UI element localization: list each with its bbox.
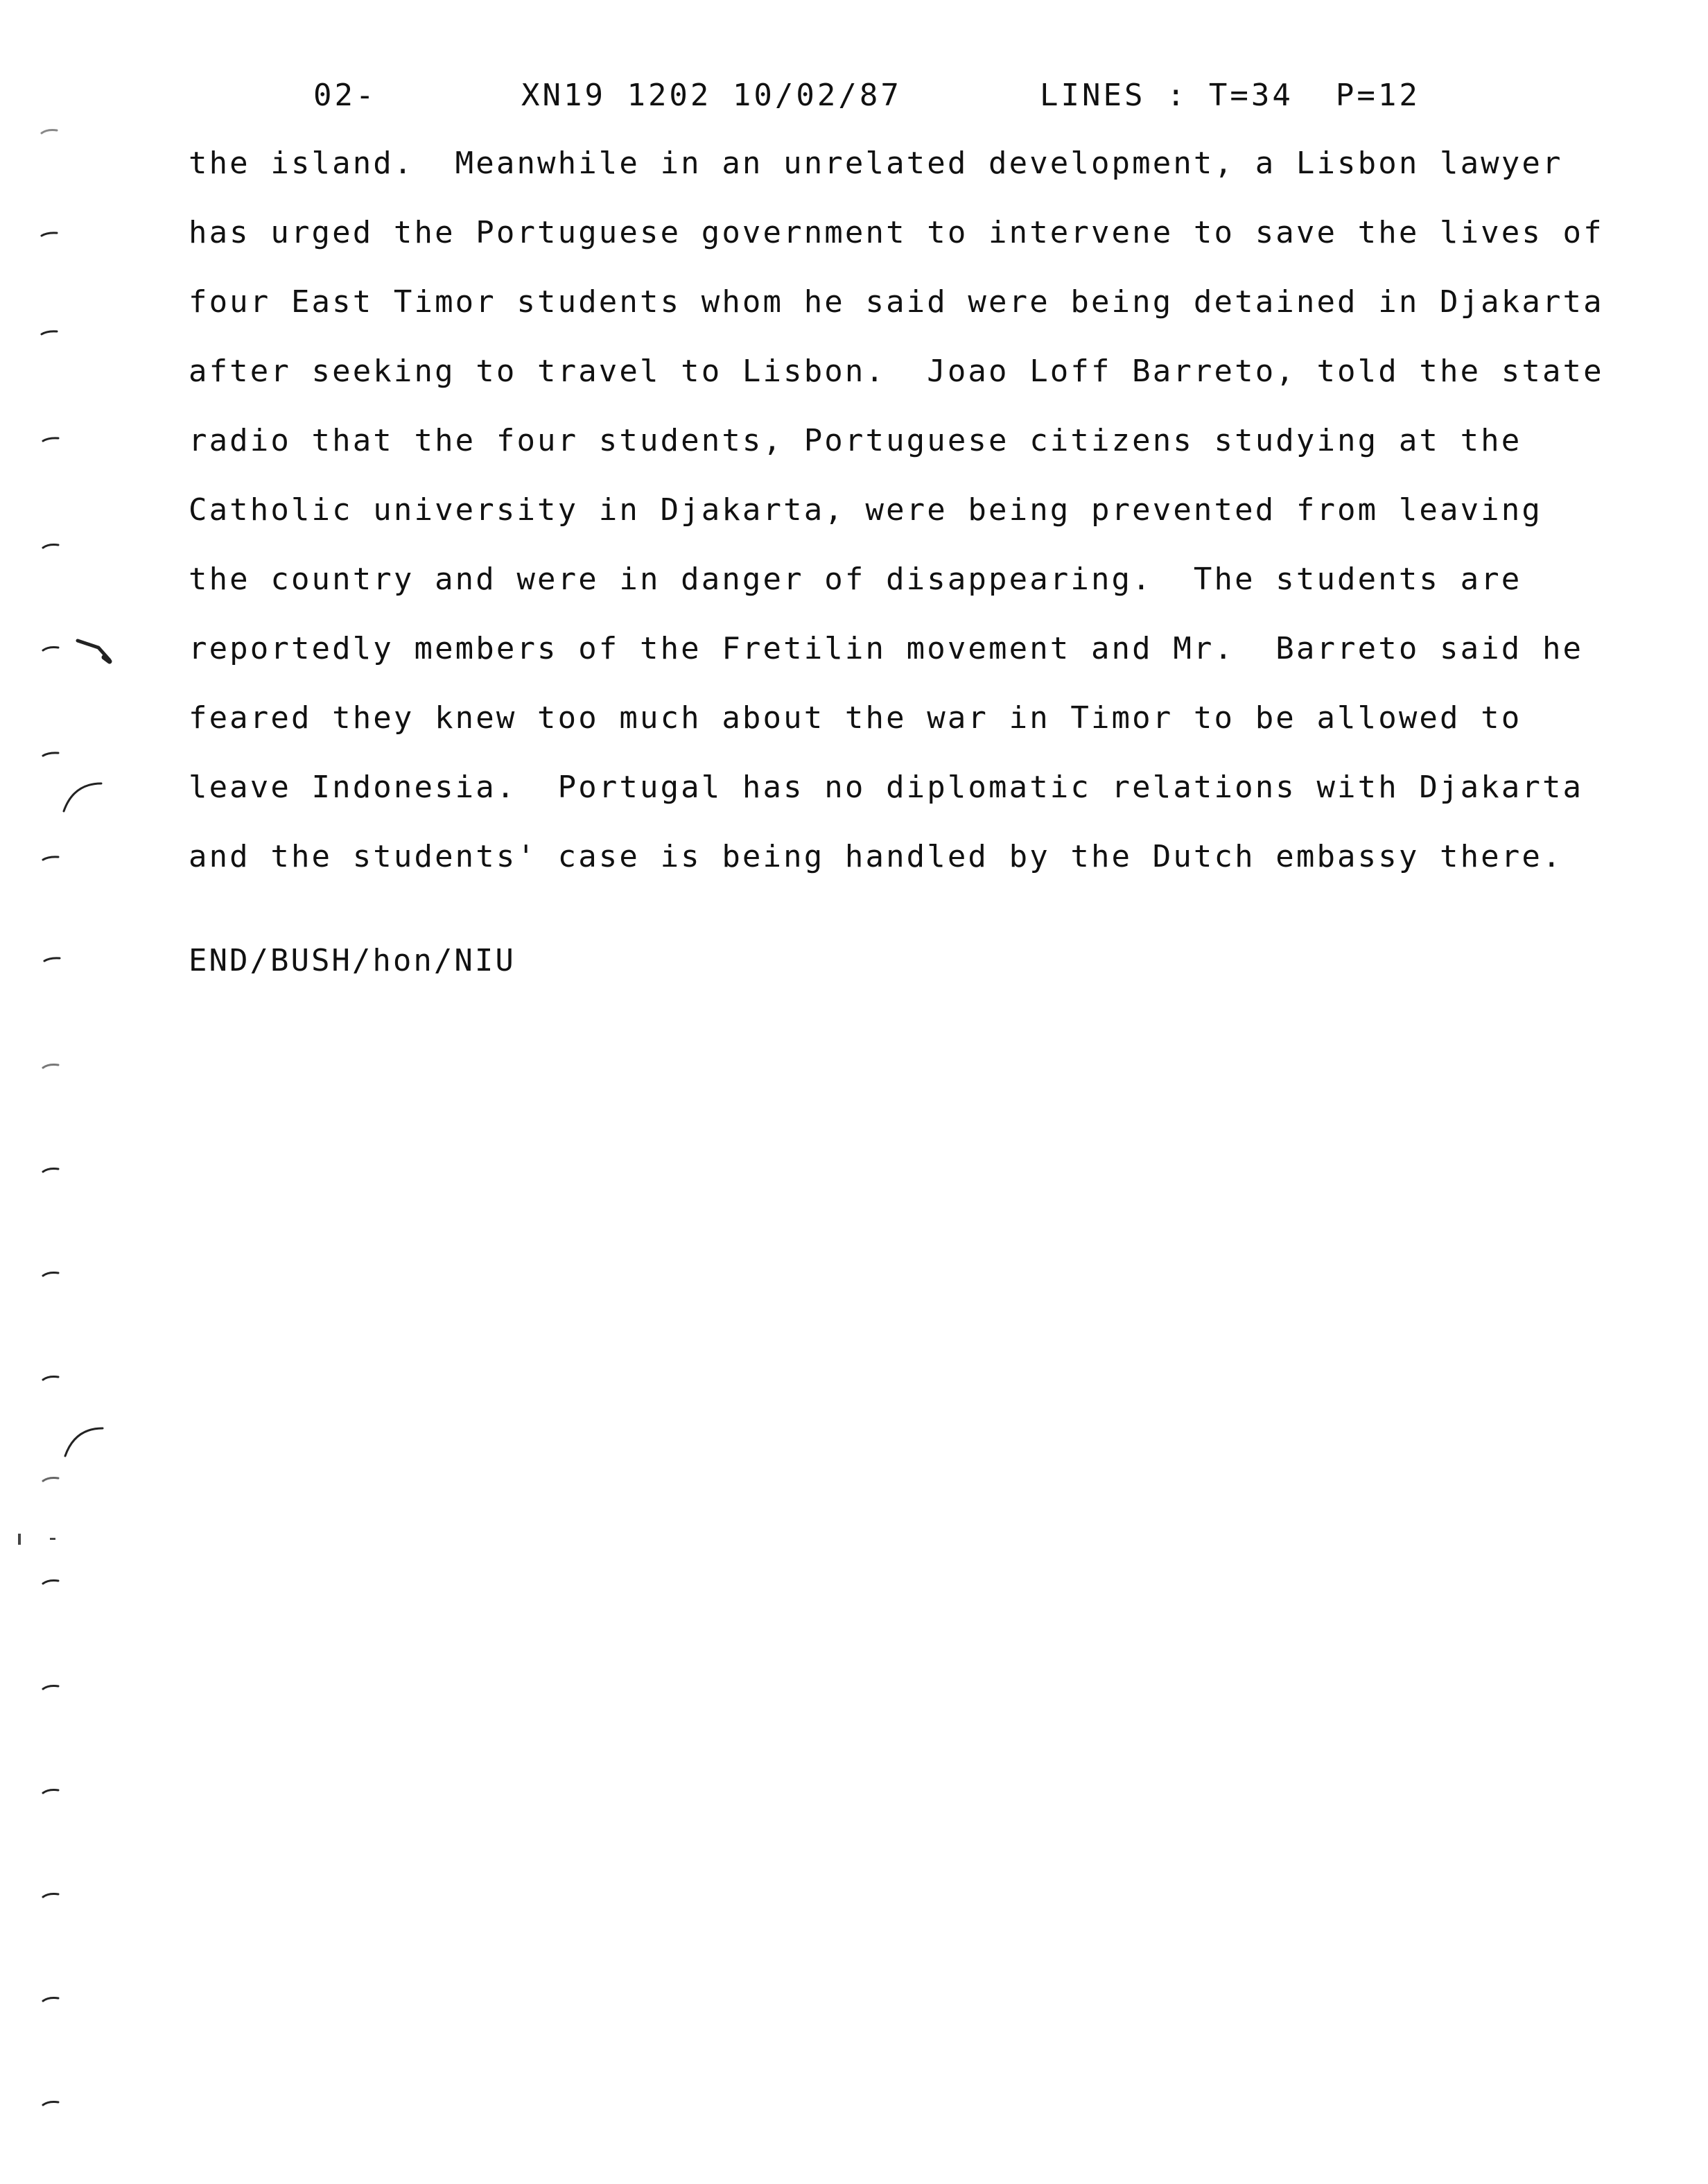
tractor-feed-margin-marks — [0, 0, 139, 2184]
header-line-count: LINES : T=34 P=12 — [1040, 78, 1420, 113]
story-line: reportedly members of the Fretilin movement and Mr. Barreto said he — [189, 631, 1584, 666]
story-line: leave Indonesia. Portugal has no diplomatic relations with Djakarta — [189, 770, 1584, 805]
story-line: has urged the Portuguese government to intervene to save the lives of — [189, 215, 1604, 250]
story-body — [189, 142, 1644, 905]
story-line: feared they knew too much about the war in Timor to be allowed to — [189, 700, 1522, 736]
story-line: radio that the four students, Portuguese citizens studying at the — [189, 423, 1522, 458]
story-line: and the students' case is being handled by the Dutch embassy there. — [189, 839, 1563, 874]
story-line: Catholic university in Djakarta, were being prevented from leaving — [189, 492, 1542, 528]
signoff-line: END/BUSH/hon/NIU — [189, 943, 516, 978]
story-line: the country and were in danger of disappearing. The students are — [189, 562, 1522, 597]
story-line: after seeking to travel to Lisbon. Joao Loff Barreto, told the state — [189, 354, 1604, 389]
wire-header — [0, 78, 1708, 112]
header-page-number: 02- — [313, 78, 377, 113]
header-story-id: XN19 1202 10/02/87 — [521, 78, 902, 113]
story-line: four East Timor students whom he said were being detained in Djakarta — [189, 284, 1604, 320]
story-line: the island. Meanwhile in an unrelated development, a Lisbon lawyer — [189, 146, 1563, 181]
